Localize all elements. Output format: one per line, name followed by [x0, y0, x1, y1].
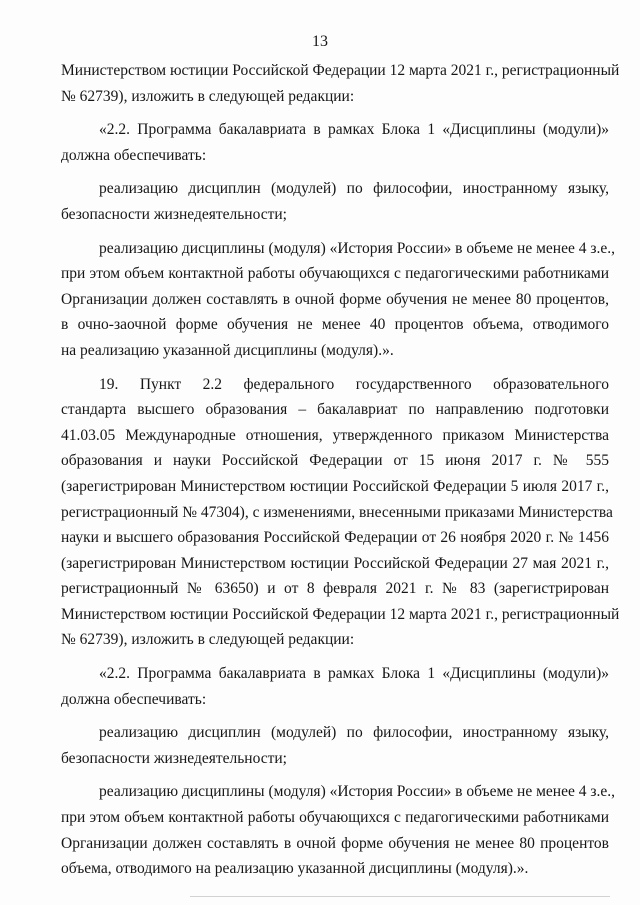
- text-line: безопасности жизнедеятельности;: [61, 205, 287, 223]
- text-line: реализацию дисциплины (модуля) «История России» в объеме не менее 4 з.е.,: [99, 239, 615, 257]
- text-line: безопасности жизнедеятельности;: [61, 749, 287, 767]
- text-line: науки и высшего образования Российской Федерации от 26 ноября 2020 г. № 1456: [61, 529, 609, 547]
- text-line: 19. Пункт 2.2 федерального государственного образовательного: [99, 375, 609, 393]
- text-line: при этом объем контактной работы обучающихся с педагогическими работниками: [61, 809, 609, 827]
- text-line: (зарегистрирован Министерством юстиции Российской Федерации 27 мая 2021 г.,: [61, 554, 609, 572]
- text-line: «2.2. Программа бакалавриата в рамках Блока 1 «Дисциплины (модули)»: [99, 121, 609, 139]
- text-line: должна обеспечивать:: [61, 146, 207, 164]
- text-line: Министерством юстиции Российской Федерации 12 марта 2021 г., регистрационный: [61, 605, 620, 623]
- text-line: при этом объем контактной работы обучающихся с педагогическими работниками: [61, 265, 609, 283]
- text-line: Организации должен составлять в очной форме обучения не менее 80 процентов,: [61, 290, 609, 308]
- text-line: № 62739), изложить в следующей редакции:: [61, 87, 355, 105]
- document-body: [61, 58, 620, 882]
- text-line: в очно-заочной форме обучения не менее 40 процентов объема, отводимого: [61, 316, 609, 334]
- text-line: регистрационный № 63650) и от 8 февраля 2021 г. № 83 (зарегистрирован: [61, 580, 609, 598]
- text-line: Организации должен составлять в очной форме обучения не менее 80 процентов: [61, 834, 609, 852]
- text-line: 41.03.05 Международные отношения, утвержденного приказом Министерства: [61, 426, 609, 444]
- text-line: на реализацию указанной дисциплины (модуля).».: [61, 341, 394, 359]
- scan-edge-line: [190, 896, 610, 897]
- text-line: «2.2. Программа бакалавриата в рамках Блока 1 «Дисциплины (модули)»: [99, 665, 609, 683]
- text-line: Министерством юстиции Российской Федерации 12 марта 2021 г., регистрационный: [61, 62, 620, 79]
- text-line: реализацию дисциплины (модуля) «История России» в объеме не менее 4 з.е.,: [99, 783, 615, 801]
- text-line: объема, отводимого на реализацию указанной дисциплины (модуля).».: [61, 860, 529, 878]
- text-line: должна обеспечивать:: [61, 690, 207, 708]
- text-line: реализацию дисциплин (модулей) по философии, иностранному языку,: [99, 180, 609, 198]
- page-number: 13: [312, 33, 328, 50]
- text-line: образования и науки Российской Федерации от 15 июня 2017 г. № 555: [61, 452, 609, 470]
- text-line: реализацию дисциплин (модулей) по философии, иностранному языку,: [99, 724, 609, 742]
- text-line: № 62739), изложить в следующей редакции:: [61, 631, 355, 649]
- text-line: (зарегистрирован Министерством юстиции Российской Федерации 5 июля 2017 г.,: [61, 477, 609, 495]
- text-line: регистрационный № 47304), с изменениями, внесенными приказами Министерства: [61, 503, 613, 521]
- text-line: стандарта высшего образования – бакалавриат по направлению подготовки: [61, 401, 609, 419]
